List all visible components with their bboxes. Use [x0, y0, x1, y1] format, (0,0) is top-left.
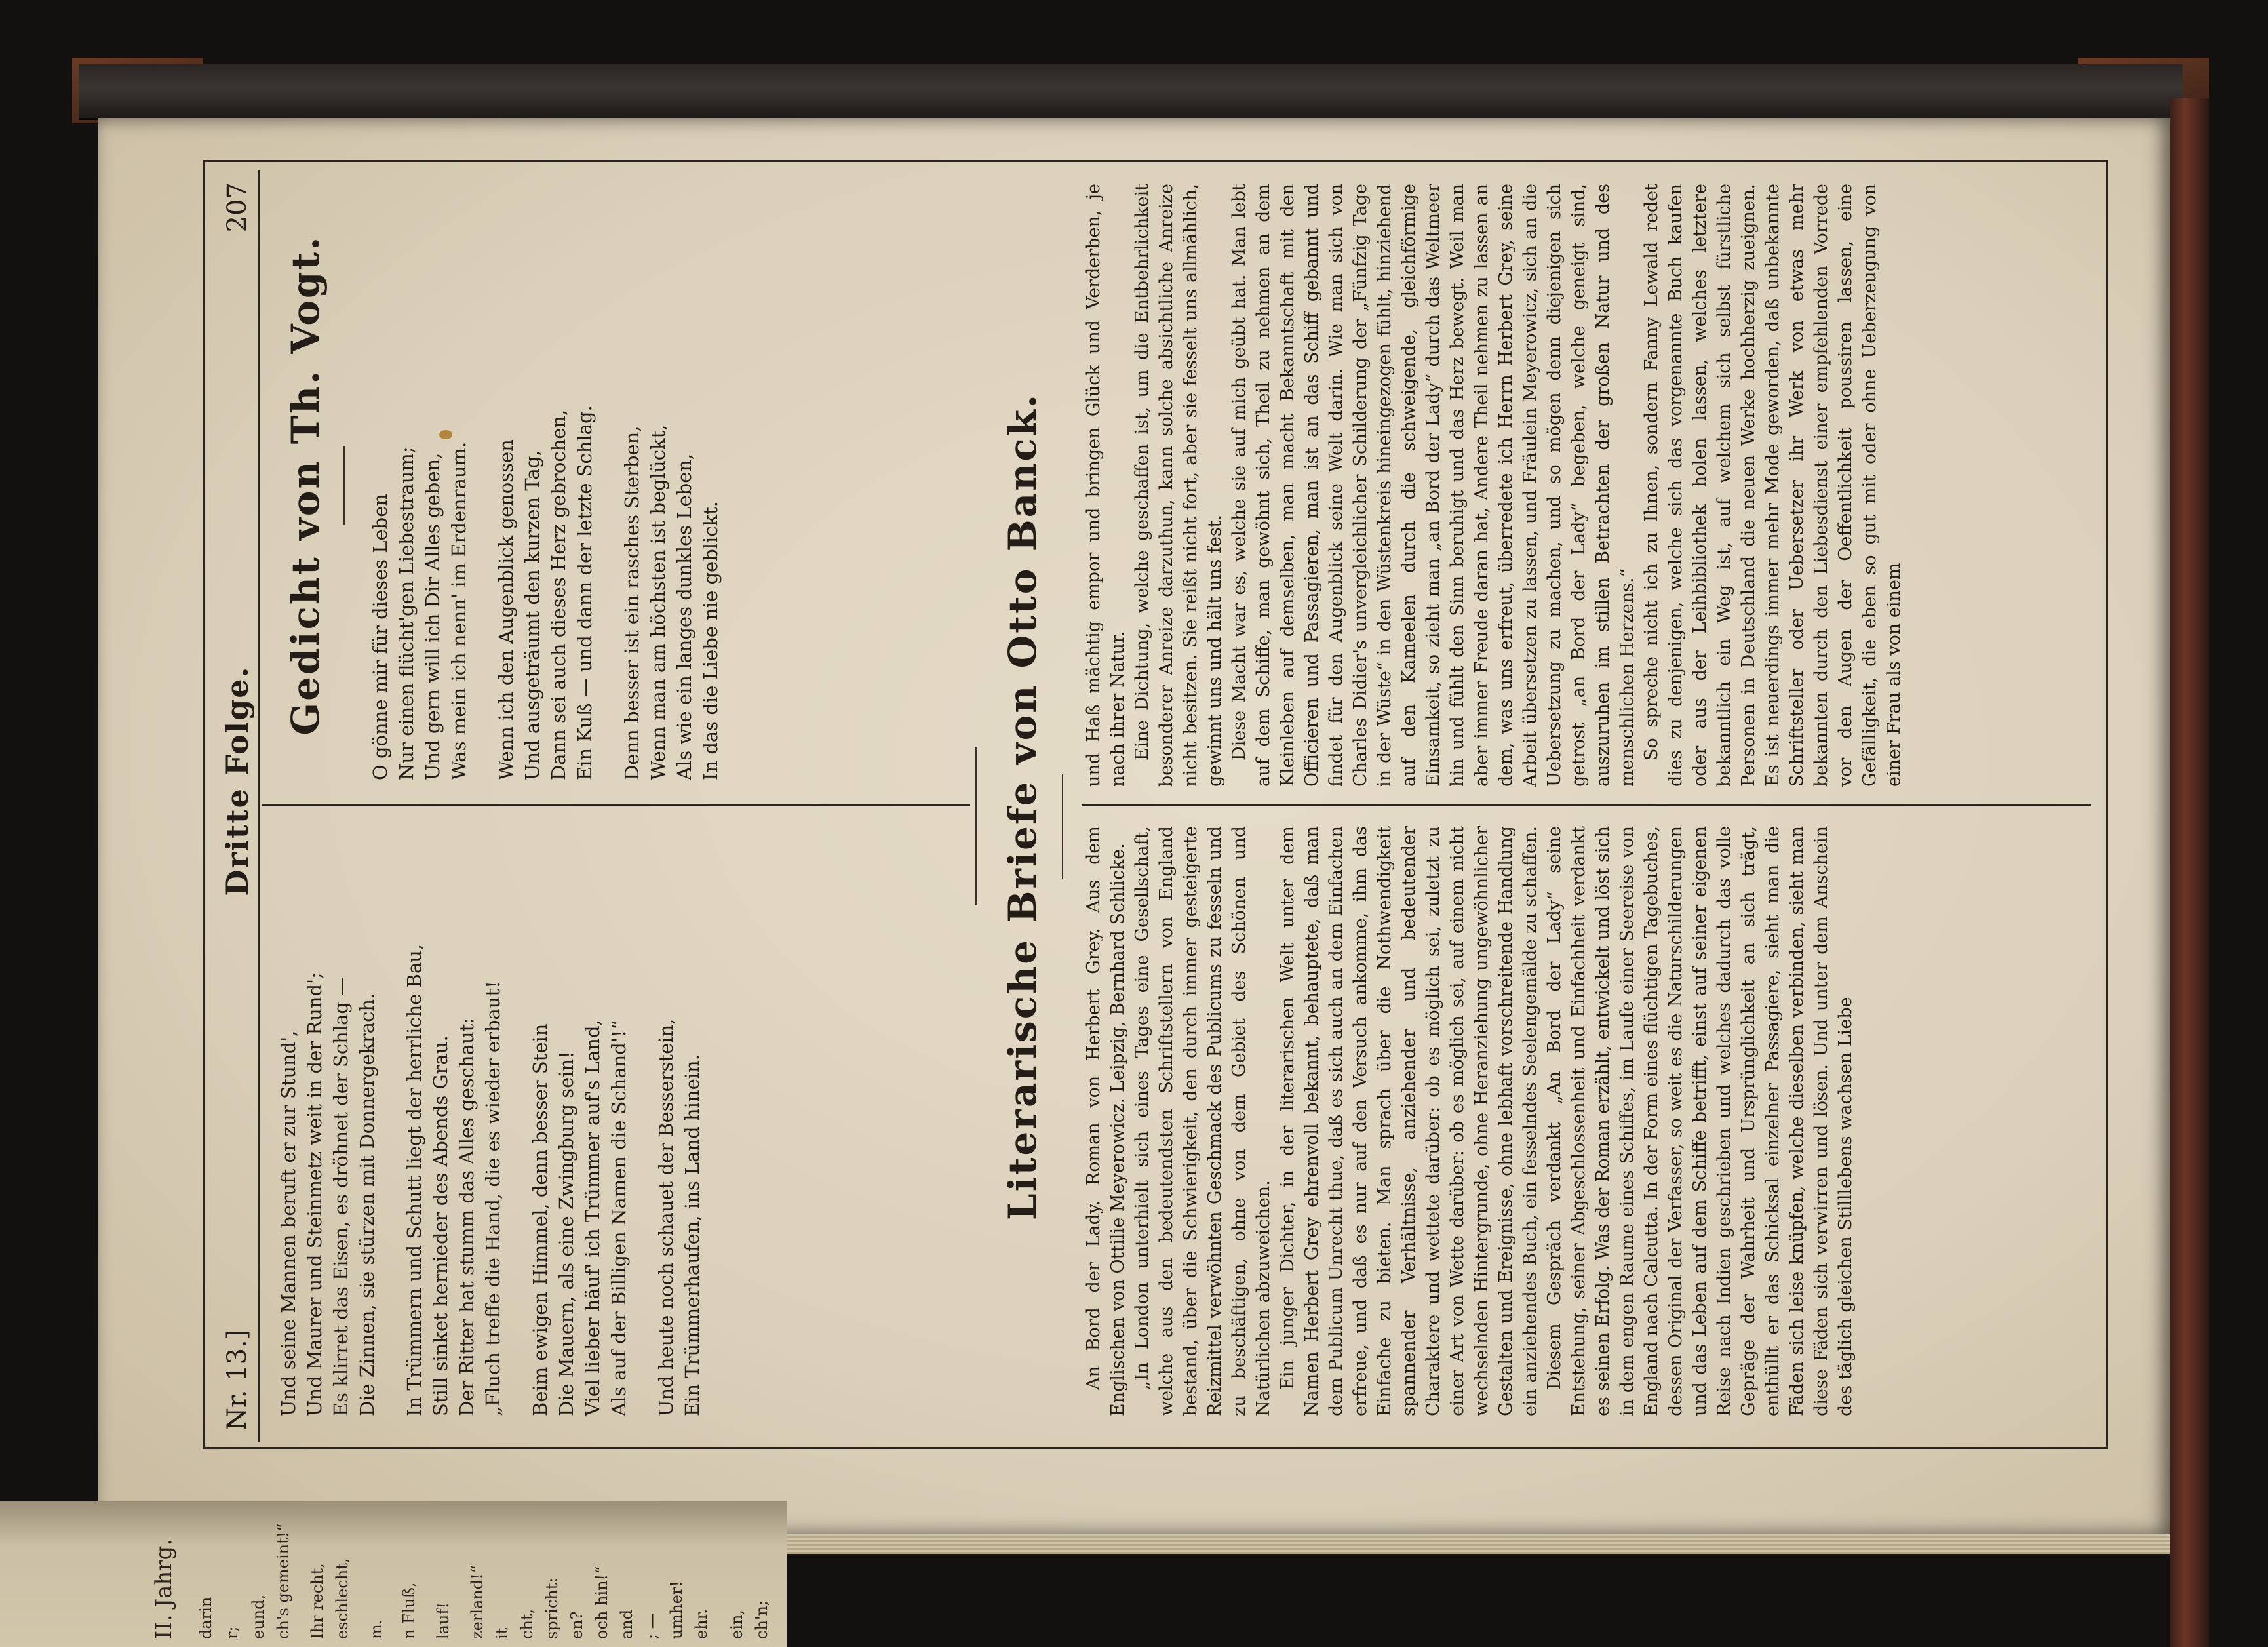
page-content	[98, 118, 2170, 1534]
article-column-1	[1082, 826, 1858, 1416]
previous-page-fragment: en?	[568, 1611, 586, 1639]
page-number: 207	[222, 182, 252, 233]
poem-continuation	[275, 839, 726, 1416]
previous-page-fragment: eund,	[249, 1594, 267, 1639]
title-rule	[343, 446, 345, 525]
poem-vogt	[282, 190, 745, 780]
previous-page-fragment: n Fluß,	[400, 1582, 418, 1639]
article-paragraph: Ein junger Dichter, in der literarischen Welt unter dem Namen Herbert Grey ehrenvoll bekannt, behauptete, daß man dem Publicum Unrecht thue, daß es sich auch an dem Einfachen erfreue, und daß es nur auf den Versuch ankomme, ihm das Einfache zu bieten. Man sprach über die Nothwendigkeit spannender Verhältnisse, anziehender und bedeutender Charaktere und wettete darüber: ob es möglich sei, zuletzt zu einer Art von Wette darüber: ob es möglich sei, auf einem nicht wechselnden Hintergrunde, ohne Heranziehung ungewöhnlicher Gestalten und Ereignisse, ohne lebhaft vorschreitende Handlung ein anziehendes Buch, ein fesselndes Seelengemälde zu schaffen.	[1278, 826, 1540, 1416]
previous-page-fragment: ein,	[728, 1610, 746, 1639]
previous-page-fragment: and	[617, 1609, 636, 1639]
previous-page-fragment: ch'n;	[753, 1600, 771, 1639]
previous-page-fragment: cht,	[518, 1608, 536, 1639]
poem-line: In Trümmern und Schutt liegt der herrliche Bau,	[403, 943, 425, 1416]
poem-line: Die Zinnen, sie stürzen mit Donnergekrach.	[356, 993, 378, 1416]
poem-line: Was mein ich nenn' im Erdenraum.	[448, 441, 470, 780]
book-cover-edge	[2170, 98, 2209, 1647]
poem-line: Still sinket hernieder des Abends Grau.	[429, 1035, 452, 1416]
previous-page-fragment: r;	[223, 1626, 241, 1639]
poem-line: Nur einen flücht'gen Liebestraum;	[395, 446, 418, 780]
article-paragraph: Diese Macht war es, welche sie auf mich geübt hat. Man lebt auf dem Schiffe, man gewöhnt sich, Theil zu nehmen an dem Kleinleben auf demselben, man macht Bekanntschaft mit den Officieren und Passagieren, man ist an das Schiff gebannt und findet für den Augenblick seine Welt darin. Wie man sich von Charles Didier's unvergleichlicher Schilderung der „Fünfzig Tage in der Wüste“ in den Wüstenkreis hineingezogen fühlt, hinziehend auf den Kameelen durch die schweigende, gleichförmige Einsamkeit, so zieht man „an Bord der Lady“ durch das Weltmeer hin und fühlt den Sinn beruhigt und das Herz bewegt. Weil man aber immer Freude daran hat, Andere Theil nehmen zu lassen an dem, was uns erfreut, überredete ich Herrn Herbert Grey, seine Arbeit übersetzen zu lassen, und Fräulein Meyerowicz, sich an die Uebersetzung zu machen, und so mögen denn diejenigen sich getrost „an Bord der Lady“ begeben, welche geneigt sind, auszuruhen im stillen Betrachten der großen Natur und des menschlichen Herzens.“	[1229, 184, 1637, 787]
stanza	[653, 839, 705, 1416]
previous-page	[0, 1501, 787, 1647]
previous-page-fragment: ch's gemeint!“	[274, 1523, 292, 1639]
previous-page-fragment: ; —	[642, 1613, 661, 1639]
poem-line: Wenn ich den Augenblick genossen	[495, 439, 517, 780]
previous-page-running-head: II. Jahrg.	[151, 1538, 177, 1639]
poem-line: Und seine Mannen beruft er zur Stund',	[277, 1030, 300, 1416]
poem-line: Viel lieber häuf' ich Trümmer auf's Land,	[581, 1020, 604, 1416]
column-divider	[1082, 804, 2091, 806]
stanza	[527, 839, 632, 1416]
previous-page-fragment: och hin!“	[593, 1566, 611, 1639]
previous-page-fragment: spricht:	[543, 1578, 561, 1639]
stanza	[367, 190, 472, 780]
article-paragraph: An Bord der Lady. Roman von Herbert Grey. Aus dem Englischen von Ottilie Meyerowicz. Leipzig, Bernhard Schlicke.	[1084, 826, 1128, 1416]
column-divider	[262, 804, 970, 806]
article-title-rule	[1062, 774, 1063, 879]
previous-page-fragment: m.	[367, 1619, 385, 1639]
stanza	[401, 839, 506, 1416]
book-binding	[79, 64, 2183, 120]
poem-line: Und gern will ich Dir Alles geben,	[421, 452, 444, 780]
poem-line: Wenn man am höchsten ist beglückt,	[647, 424, 669, 780]
previous-page-fragment: Ihr recht,	[308, 1563, 326, 1639]
stanza	[619, 190, 724, 780]
article-paragraph: „In London unterhielt sich eines Tages eine Gesellschaft, welche aus den bedeutendsten Schriftstellern von England bestand, über die Schwierigkeit, den durch immer gesteigerte Reizmittel verwöhnten Geschmack des Publicums zu fesseln und zu beschäftigen, ohne von dem Gebiet des Schönen und Natürlichen abzuweichen.	[1132, 826, 1274, 1416]
article-paragraph: So spreche nicht ich zu Ihnen, sondern Fanny Lewald redet dies zu denjenigen, welche sich das vorgenannte Buch kaufen oder aus der Leihbibliothek holen lassen, welches letztere bekanntlich ein Weg ist, auf welchem sich selbst fürstliche Personen in Deutschland die neuen Werke hochherzig zueignen. Es ist neuerdings immer mehr Mode geworden, daß unbekannte Schriftsteller oder Uebersetzer ihr Werk von etwas mehr bekannten durch den Liebesdienst einer empfehlenden Vorrede vor den Augen der Oeffentlichkeit poussiren lassen, eine Gefälligkeit, die eben so gut mit oder ohne Ueberzeugung von einer Frau als von einem	[1641, 184, 1904, 787]
article-paragraph: Eine Dichtung, welche geschaffen ist, um die Entbehrlichkeit besonderer Anreize darzuthun, kann solche absichtliche Anreize nicht besitzen. Sie reißt nicht fort, aber sie fesselt uns allmählich, gewinnt uns und hält uns fest.	[1132, 184, 1225, 787]
poem-line: Die Mauern, als eine Zwingburg sein!	[555, 1051, 577, 1416]
poem-title: Gedicht von Th. Vogt.	[283, 235, 328, 736]
article-paragraph: Diesem Gespräch verdankt „An Bord der Lady“ seine Entstehung, seiner Abgeschlossenheit und Einfachheit verdankt es seinen Erfolg. Was der Roman erzählt, entwickelt und löst sich in dem engen Raume eines Schiffes, im Laufe einer Seereise von England nach Calcutta. In der Form eines flüchtigen Tagebuches, dessen Original der Verfasser, so weit es die Naturschilderungen und das Leben auf dem Schiffe betrifft, einst auf seiner eigenen Reise nach Indien geschrieben und welches dadurch das volle Gepräge der Wahrheit und Ursprünglichkeit an sich trägt, enthüllt er das Schicksal einzelner Passagiere, sieht man die Fäden sich leise knüpfen, welche dieselben verbinden, sieht man diese Fäden sich verwirren und lösen. Und unter dem Anschein des täglich gleichen Stilllebens wachsen Liebe	[1544, 826, 1856, 1416]
poem-line: Ein Trümmerhaufen, ins Land hinein.	[681, 1054, 703, 1416]
poem-line: Und Maurer und Steinmetz weit in der Rund';	[303, 972, 326, 1416]
stanza	[493, 190, 598, 780]
previous-page-fragment: eschlecht,	[333, 1558, 351, 1639]
poem-line: Und heute noch schauet der Besserstein,	[655, 1018, 677, 1416]
issue-number: Nr. 13.]	[222, 1329, 252, 1431]
previous-page-fragment: lauf!	[434, 1602, 452, 1639]
previous-page-fragment: it	[493, 1627, 511, 1639]
previous-page-fragment: zerland!“	[468, 1564, 486, 1639]
previous-page-fragment: darin	[197, 1597, 215, 1639]
magazine-page	[98, 118, 2170, 1534]
poem-line: Als wie ein langes dunkles Leben,	[673, 453, 695, 780]
article-paragraph: und Haß mächtig empor und bringen Glück und Verderben, je nach ihrer Natur.	[1084, 184, 1128, 787]
poem-line: Beim ewigen Himmel, denn besser Stein	[529, 1023, 551, 1416]
section-rule	[975, 747, 977, 905]
stanza	[275, 839, 380, 1416]
previous-page-fragment: ehr.	[692, 1608, 711, 1639]
previous-page-fragment: umher!	[667, 1581, 686, 1639]
paper-stain	[439, 430, 452, 439]
article-column-2	[1082, 184, 1906, 787]
poem-line: Ein Kuß — und dann der letzte Schlag.	[574, 405, 596, 780]
series-title: Dritte Folge.	[220, 665, 255, 896]
article-title: Literarische Briefe von Otto Banck.	[1000, 392, 1045, 1221]
poem-line: Als auf der Billigen Namen die Schand'!“	[608, 1020, 630, 1416]
poem-line: In das die Liebe nie geblickt.	[699, 500, 722, 780]
poem-line: Und ausgeträumt den kurzen Tag,	[521, 450, 543, 780]
poem-line: Dann sei auch dieses Herz gebrochen,	[547, 409, 570, 780]
poem-line: Es klirret das Eisen, es dröhnet der Schlag —	[330, 976, 352, 1416]
poem-line: O gönne mir für dieses Leben	[369, 493, 391, 780]
poem-line: „Fluch treffe die Hand, die es wieder erbaut!	[482, 981, 504, 1416]
poem-line: Der Ritter hat stumm das Alles geschaut:	[456, 1017, 478, 1416]
page-header	[216, 170, 260, 1442]
poem-line: Denn besser ist ein rasches Sterben,	[621, 426, 643, 780]
